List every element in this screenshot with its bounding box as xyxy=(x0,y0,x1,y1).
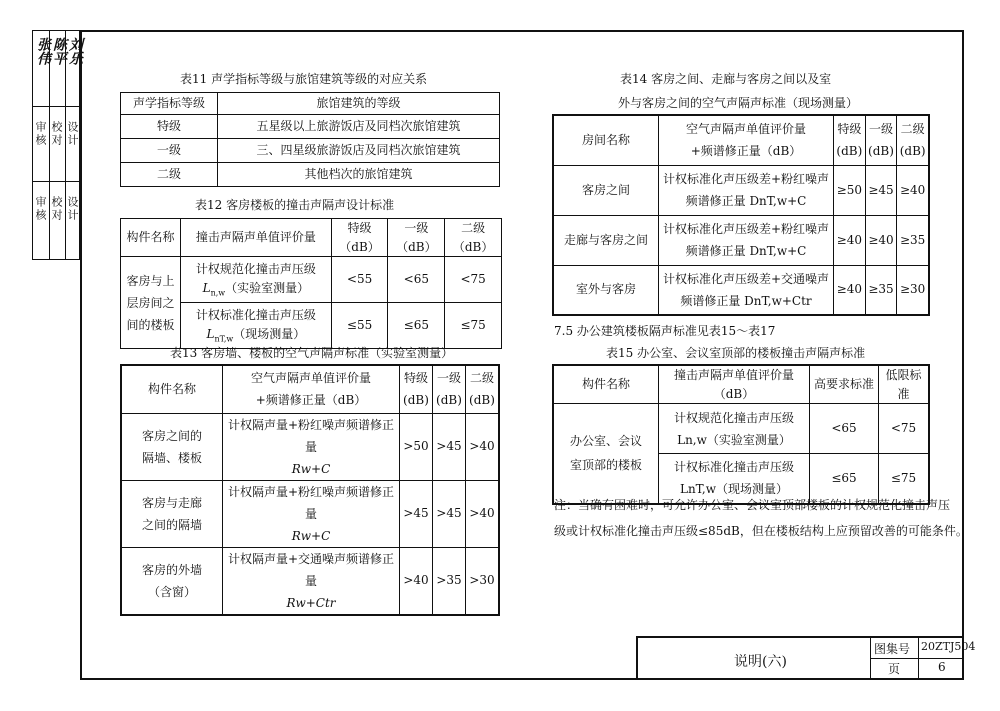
table14-cell: ≥35 xyxy=(897,215,929,265)
table13-cell: >35 xyxy=(432,547,465,615)
table15-cell: ≤75 xyxy=(879,454,930,504)
table13-metric: 计权隔声量+交通噪声频谱修正量 Rw+Ctr xyxy=(223,547,400,615)
table11 xyxy=(120,92,500,187)
table13-cell: >40 xyxy=(465,413,499,480)
table14-cell: ≥40 xyxy=(897,165,929,215)
footnote xyxy=(554,492,968,544)
table11-cell: 二级 xyxy=(121,163,218,187)
table12 xyxy=(120,218,502,349)
table14-caption-line2: 外与客房之间的空气声隔声标准（现场测量） xyxy=(618,96,859,110)
table15 xyxy=(552,364,930,505)
table12-header: 撞击声隔声单值评价量 xyxy=(181,219,332,257)
table13-cell: >40 xyxy=(465,480,499,547)
table13-header: 一级 (dB) xyxy=(432,365,465,413)
table13-caption: 表13 客房墙、楼板的空气声隔声标准（实验室测量） xyxy=(170,346,454,360)
table13-cell: >45 xyxy=(432,413,465,480)
signature-1: 张伟 xyxy=(35,37,51,65)
table13-component: 客房的外墙 （含窗） xyxy=(121,547,223,615)
table11-cell: 特级 xyxy=(121,115,218,139)
table14-header: 二级 (dB) xyxy=(897,115,929,165)
section-7-5-heading: 7.5 办公建筑楼板隔声标准见表15～表17 xyxy=(554,324,776,338)
footnote-line1: 注：当确有困难时，可允许办公室、会议室顶部楼板的计权规范化撞击声压 xyxy=(554,498,951,512)
table14-cell: ≥40 xyxy=(834,215,866,265)
table13-cell: >30 xyxy=(465,547,499,615)
signature-sidebar xyxy=(32,30,83,260)
table14-cell: ≥40 xyxy=(865,215,897,265)
table13-header: 构件名称 xyxy=(121,365,223,413)
table13-component: 客房与走廊 之间的隔墙 xyxy=(121,480,223,547)
table13 xyxy=(120,364,500,616)
table14-caption-line1: 表14 客房之间、走廊与客房之间以及室 xyxy=(620,72,832,86)
signature-3: 刘乐 xyxy=(67,37,83,65)
table12-metric: 计权标准化撞击声压级 $L_{nT,w}$（现场测量） xyxy=(181,303,332,349)
table13-component: 客房之间的 隔墙、楼板 xyxy=(121,413,223,480)
table14 xyxy=(552,114,930,316)
table12-cell: ≤55 xyxy=(331,303,388,349)
table15-header: 低限标准 xyxy=(879,365,930,404)
table12-header: 二级（dB） xyxy=(445,219,502,257)
table12-cell: ≤75 xyxy=(445,303,502,349)
table14-metric: 计权标准化声压级差+粉红噪声 频谱修正量 DnT,w+C xyxy=(659,215,834,265)
role-label-1: 审核 xyxy=(34,121,47,147)
table12-cell: ≤65 xyxy=(388,303,445,349)
table13-cell: >45 xyxy=(432,480,465,547)
table13-metric: 计权隔声量+粉红噪声频谱修正量 Rw+C xyxy=(223,413,400,480)
table11-cell: 五星级以上旅游饭店及同档次旅馆建筑 xyxy=(218,115,500,139)
table13-header: 二级 (dB) xyxy=(465,365,499,413)
table14-cell: ≥30 xyxy=(897,265,929,315)
table14-metric: 计权标准化声压级差+粉红噪声 频谱修正量 DnT,w+C xyxy=(659,165,834,215)
page-number: 6 xyxy=(938,660,946,674)
table12-component: 客房与上 层房间之 间的楼板 xyxy=(121,257,181,349)
page-label: 页 xyxy=(888,662,901,676)
table15-cell: ≤65 xyxy=(810,454,879,504)
table14-room: 走廊与客房之间 xyxy=(553,215,659,265)
sheet-title: 说明(六) xyxy=(734,654,787,670)
table15-component: 办公室、会议 室顶部的楼板 xyxy=(553,404,659,504)
footnote-line2: 级或计权标准化撞击声压级≤85dB，但在楼板结构上应预留改善的可能条件。 xyxy=(554,524,968,538)
table11-header-level: 声学指标等级 xyxy=(121,93,218,115)
table13-cell: >50 xyxy=(400,413,433,480)
table14-header: 房间名称 xyxy=(553,115,659,165)
table12-header: 特级（dB） xyxy=(331,219,388,257)
table15-metric: 计权标准化撞击声压级 LnT,w（现场测量） xyxy=(659,454,810,504)
table12-header: 一级（dB） xyxy=(388,219,445,257)
table11-cell: 一级 xyxy=(121,139,218,163)
table12-cell: <65 xyxy=(388,257,445,303)
role-label-3: 设计 xyxy=(66,121,79,147)
table12-cell: <75 xyxy=(445,257,502,303)
table14-cell: ≥40 xyxy=(834,265,866,315)
table14-header: 一级 (dB) xyxy=(865,115,897,165)
table15-header: 撞击声隔声单值评价量（dB） xyxy=(659,365,810,404)
table13-metric: 计权隔声量+粉红噪声频谱修正量 Rw+C xyxy=(223,480,400,547)
table15-metric: 计权规范化撞击声压级 Ln,w（实验室测量） xyxy=(659,404,810,454)
role-label-1b: 审核 xyxy=(34,196,47,222)
role-label-2b: 校对 xyxy=(50,196,63,222)
table14-header: 特级 (dB) xyxy=(834,115,866,165)
role-label-3b: 设计 xyxy=(66,196,79,222)
table13-cell: >40 xyxy=(400,547,433,615)
table14-metric: 计权标准化声压级差+交通噪声 频谱修正量 DnT,w+Ctr xyxy=(659,265,834,315)
table15-cell: <75 xyxy=(879,404,930,454)
table14-cell: ≥50 xyxy=(834,165,866,215)
atlas-number: 20ZTJ504 xyxy=(921,640,976,653)
table13-cell: >45 xyxy=(400,480,433,547)
role-label-2: 校对 xyxy=(50,121,63,147)
signature-2: 陈平 xyxy=(51,37,67,65)
atlas-label: 图集号 xyxy=(874,642,911,656)
table15-cell: <65 xyxy=(810,404,879,454)
table12-caption: 表12 客房楼板的撞击声隔声设计标准 xyxy=(195,198,395,212)
table14-room: 室外与客房 xyxy=(553,265,659,315)
table12-cell: <55 xyxy=(331,257,388,303)
title-block xyxy=(636,636,976,680)
table12-header: 构件名称 xyxy=(121,219,181,257)
table11-caption: 表11 声学指标等级与旅馆建筑等级的对应关系 xyxy=(180,72,428,86)
table15-caption: 表15 办公室、会议室顶部的楼板撞击声隔声标准 xyxy=(606,346,866,360)
table11-cell: 其他档次的旅馆建筑 xyxy=(218,163,500,187)
table13-header: 空气声隔声单值评价量 +频谱修正量（dB） xyxy=(223,365,400,413)
table14-cell: ≥35 xyxy=(865,265,897,315)
table15-header: 高要求标准 xyxy=(810,365,879,404)
table14-room: 客房之间 xyxy=(553,165,659,215)
table13-header: 特级 (dB) xyxy=(400,365,433,413)
table14-cell: ≥45 xyxy=(865,165,897,215)
table11-cell: 三、四星级旅游饭店及同档次旅馆建筑 xyxy=(218,139,500,163)
table12-metric: 计权规范化撞击声压级 $L_{n,w}$（实验室测量） xyxy=(181,257,332,303)
table11-header-hotel: 旅馆建筑的等级 xyxy=(218,93,500,115)
table15-header: 构件名称 xyxy=(553,365,659,404)
table14-header: 空气声隔声单值评价量 +频谱修正量（dB） xyxy=(659,115,834,165)
